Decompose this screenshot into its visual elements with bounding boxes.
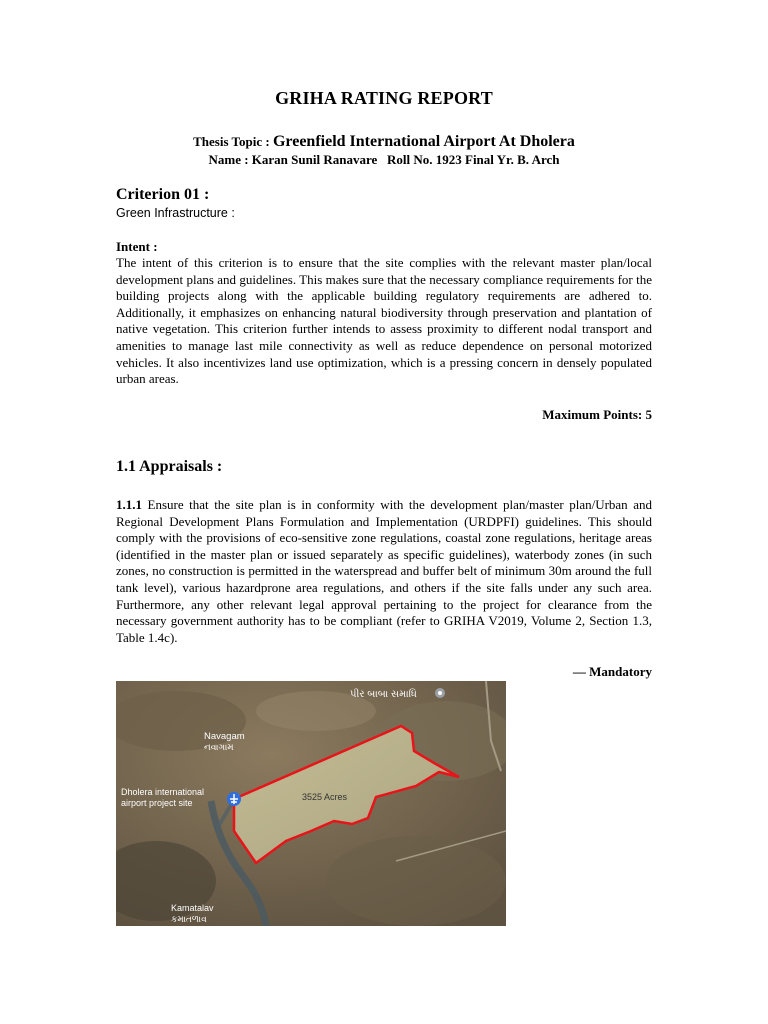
place-pin-icon [435,688,445,698]
map-label-kamatalav-guj: કમાતળાવ [171,914,207,924]
appraisals-heading: 1.1 Appraisals : [116,458,223,475]
satellite-map [116,681,506,926]
maximum-points: Maximum Points: 5 [542,407,652,422]
intent-paragraph: The intent of this criterion is to ensure that the site complies with the relevant master plan/local development plans and guidelines. This makes sure that the necessary compliance requirements for the building projects along with the applicable building regulatory requirements are adhered to. Additionally, it emphasizes on enhancing natural biodiversity through preservation and plantation of native vegetation. This criterion further intends to assess proximity to different nodal transport and amenities to manage last mile connectivity as well as reduce dependence on personal motorized vehicles. It also incentivizes land use optimization, which is a pressing concern in densely populated urban areas. [116,255,652,387]
intent-label: Intent : [116,239,158,254]
appraisal-text: Ensure that the site plan is in conformity with the development plan/master plan/Urban and Regional Development Plans Formulation and Implementation (URDPFI) guidelines. This should comply with the provisions of eco-sensitive zone regulations, coastal zone regulations, heritage areas (identified in the master plan or issued separately as specific guidelines), waterbody zones (in such zones, no construction is permitted in the waterspread and buffer belt of minimum 30m around the full tank level), various hazardprone area regulations, and others if the site falls under any such area. Furthermore, any other relevant legal approval pertaining to the project for clearance from the necessary government authority has to be compliant (refer to GRIHA V2019, Volume 2, Section 1.3, Table 1.4c). [116,497,652,645]
mandatory-label: — Mandatory [572,664,652,679]
map-label-area: 3525 Acres [302,792,348,802]
thesis-topic-line [0,133,768,151]
terrain-patch [326,836,506,926]
map-label-navagam: Navagam [204,731,245,742]
appraisal-number: 1.1.1 [116,497,142,512]
map-label-airport-1: Dholera international [121,787,205,797]
map-label-airport-2: airport project site [121,798,193,808]
report-title: GRIHA RATING REPORT [275,88,493,108]
criterion-heading: Criterion 01 : [116,186,210,203]
criterion-subtitle: Green Infrastructure : [116,206,235,220]
airport-pin-icon [227,792,241,806]
map-label-kamatalav: Kamatalav [171,903,214,913]
thesis-topic: Greenfield International Airport At Dholera [272,133,575,150]
site-map-image [116,681,506,926]
author-line: Name : Karan Sunil Ranavare Roll No. 1923 Final Yr. B. Arch [208,152,560,167]
map-label-top: પીર બાબા સમાધિ [350,689,417,700]
map-label-navagam-guj: નવાગામ [204,742,234,752]
thesis-label: Thesis Topic : [193,134,273,149]
appraisal-paragraph [116,497,652,646]
